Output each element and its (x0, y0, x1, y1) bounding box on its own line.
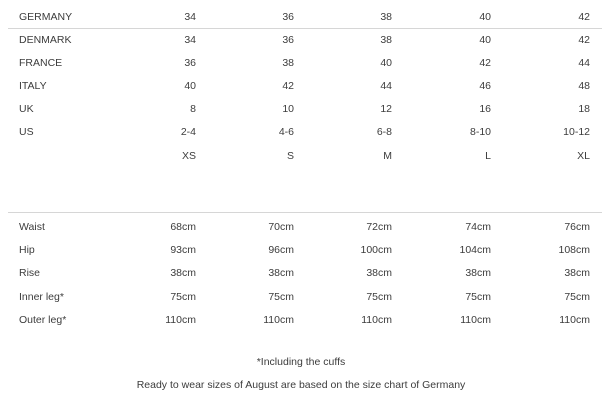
row-label: UK (19, 103, 34, 115)
table-cell: 42 (282, 80, 294, 92)
table-row (0, 101, 602, 117)
table-cell: 75cm (268, 291, 294, 303)
table-cell: 76cm (564, 221, 590, 233)
table-cell: 34 (184, 34, 196, 46)
table-cell: 74cm (465, 221, 491, 233)
table-cell: 110cm (361, 314, 392, 326)
table-cell: 38 (380, 34, 392, 46)
table-row (0, 124, 602, 140)
table-cell: L (485, 150, 491, 162)
table-cell: 38cm (465, 267, 491, 279)
row-label: US (19, 126, 34, 138)
table-cell: 42 (479, 57, 491, 69)
table-cell: 75cm (465, 291, 491, 303)
table-cell: XL (577, 150, 590, 162)
sizing-footnote: Ready to wear sizes of August are based on the size chart of Germany (136, 379, 466, 391)
table-cell: 75cm (564, 291, 590, 303)
row-label: Waist (19, 221, 45, 233)
cuffs-footnote: *Including the cuffs (256, 356, 346, 368)
table-cell: 38cm (268, 267, 294, 279)
table-cell: 110cm (165, 314, 196, 326)
table-cell: 44 (578, 57, 590, 69)
table-cell: 38cm (366, 267, 392, 279)
table-cell: 110cm (559, 314, 590, 326)
table-cell: 38 (380, 11, 392, 23)
table-cell: M (383, 150, 392, 162)
table-cell: 104cm (459, 244, 491, 256)
table-cell: 110cm (460, 314, 491, 326)
table-cell: 10 (282, 103, 294, 115)
table-cell: 38 (282, 57, 294, 69)
row-label: DENMARK (19, 34, 72, 46)
table-cell: 75cm (366, 291, 392, 303)
table-cell: XS (181, 150, 196, 162)
divider (8, 212, 602, 213)
table-cell: 70cm (268, 221, 294, 233)
table-cell: 36 (282, 34, 294, 46)
table-cell: 8-10 (469, 126, 491, 138)
table-row (0, 219, 602, 235)
table-row (0, 242, 602, 258)
table-cell: 16 (479, 103, 491, 115)
table-cell: 42 (578, 34, 590, 46)
table-row (0, 312, 602, 328)
divider (8, 28, 602, 29)
row-label: Inner leg* (19, 291, 64, 303)
table-cell: 96cm (268, 244, 294, 256)
table-row (0, 265, 602, 281)
table-cell: 4-6 (278, 126, 294, 138)
table-cell: 68cm (170, 221, 196, 233)
table-cell: 42 (578, 11, 590, 23)
table-cell: 34 (184, 11, 196, 23)
row-label: ITALY (19, 80, 47, 92)
table-cell: 75cm (170, 291, 196, 303)
row-label: FRANCE (19, 57, 63, 69)
table-cell: 40 (380, 57, 392, 69)
row-label: Outer leg* (19, 314, 67, 326)
table-cell: 40 (479, 11, 491, 23)
row-label: Hip (19, 244, 35, 256)
table-cell: 38cm (564, 267, 590, 279)
table-cell: 10-12 (563, 126, 590, 138)
table-row (0, 78, 602, 94)
table-cell: 44 (380, 80, 392, 92)
table-cell: 108cm (558, 244, 590, 256)
table-row (0, 9, 602, 25)
table-cell: 38cm (170, 267, 196, 279)
table-cell: 8 (190, 103, 196, 115)
table-cell: 18 (578, 103, 590, 115)
table-cell: 2-4 (180, 126, 196, 138)
table-cell: S (286, 150, 294, 162)
table-cell: 46 (479, 80, 491, 92)
table-cell: 6-8 (376, 126, 392, 138)
table-cell: 12 (380, 103, 392, 115)
table-cell: 40 (184, 80, 196, 92)
table-cell: 72cm (366, 221, 392, 233)
table-row (0, 55, 602, 71)
table-cell: 110cm (263, 314, 294, 326)
row-label: GERMANY (19, 11, 73, 23)
table-row (0, 289, 602, 305)
table-cell: 48 (578, 80, 590, 92)
table-cell: 100cm (360, 244, 392, 256)
table-row (0, 32, 602, 48)
table-cell: 36 (184, 57, 196, 69)
table-cell: 93cm (170, 244, 196, 256)
table-row (0, 148, 602, 164)
row-label: Rise (19, 267, 41, 279)
table-cell: 40 (479, 34, 491, 46)
table-cell: 36 (282, 11, 294, 23)
